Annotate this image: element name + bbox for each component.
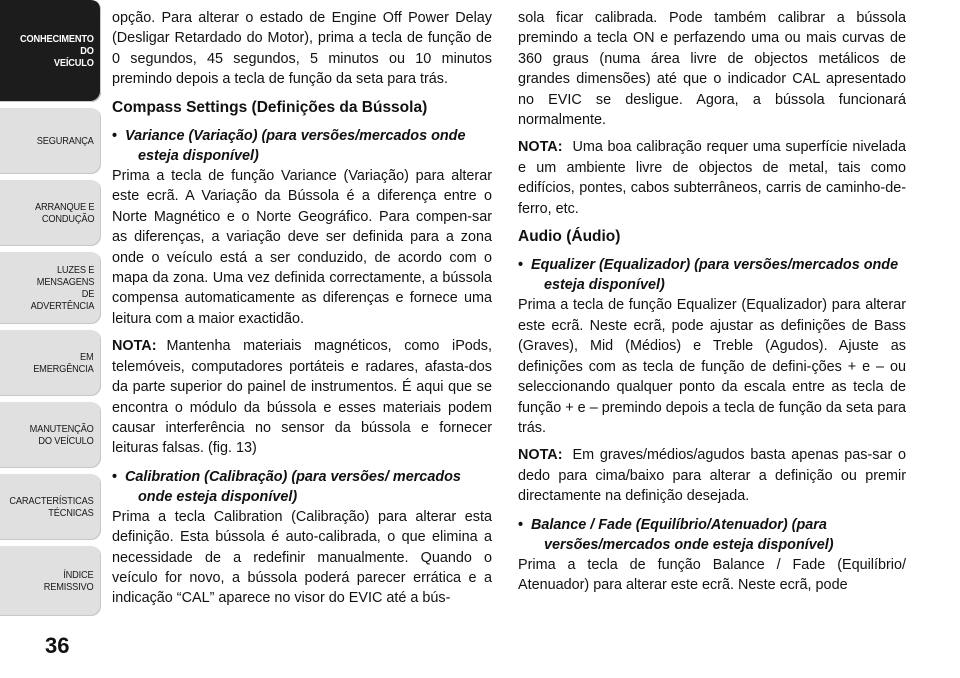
note-calibration-surface (518, 137, 906, 219)
bullet-variance (112, 126, 492, 166)
tab-label: ARRANQUE E CONDUÇÃO (34, 201, 94, 225)
tab-label: EM EMERGÊNCIA (33, 351, 94, 375)
tab-manutencao-do-veiculo[interactable] (0, 402, 101, 468)
bullet-calibration (112, 467, 492, 507)
note-text: Em graves/médios/agudos basta apenas pas-sar o dedo para cima/baixo para alterar a definição ou premir directamente na definição desejada. (518, 447, 906, 505)
paragraph-equalizer: Prima a tecla de função Equalizer (Equalizador) para alterar este ecrã. Neste ecrã, pode ajustar as definições de Bass (Graves), Mid (Médios) e Treble (Agudos). Ajuste as definições com as tecla de função de defini-ções + e – ou seleccionando qualquer ponto da escala entre as tecla de função + e – premindo depois a tecla de função da seta para trás. (518, 297, 906, 436)
left-column (112, 8, 492, 609)
tab-luzes-e-mensagens[interactable] (0, 252, 101, 324)
heading-compass-settings: Compass Settings (Definições da Bússola) (112, 98, 428, 116)
note-text: Mantenha materiais magnéticos, como iPods, telemóveis, computadores portáteis e radares, afasta-dos da parte superior do painel de instrumentos. É aqui que se encontra o módulo da bússola e esses materiais podem causar interferência no sensor da bússola e fornecer leituras falsas. (fig. 13) (112, 338, 492, 457)
bullet-text: Equalizer (Equalizador) (para versões/mercados onde esteja disponível) (531, 257, 899, 294)
tab-label: ÍNDICE REMISSIVO (44, 569, 94, 593)
tab-conhecimento-do-veiculo[interactable] (0, 0, 101, 102)
bullet-text: Variance (Variação) (para versões/mercados onde esteja disponível) (125, 128, 466, 165)
paragraph-balance-fade: Prima a tecla de função Balance / Fade (Equilíbrio/ Atenuador) para alterar este ecrã. Neste ecrã, pode (518, 556, 906, 593)
note-label: NOTA: (112, 338, 157, 355)
bullet-glyph: • (112, 128, 118, 145)
tab-em-emergencia[interactable] (0, 330, 101, 396)
note-label: NOTA: (518, 139, 563, 156)
bullet-glyph: • (112, 468, 118, 485)
bullet-glyph: • (518, 257, 524, 274)
tab-caracteristicas-tecnicas[interactable] (0, 474, 101, 540)
section-sidebar (0, 0, 104, 678)
tab-label: SEGURANÇA (37, 135, 94, 147)
tab-arranque-e-conducao[interactable] (0, 180, 101, 246)
bullet-glyph: • (518, 516, 524, 533)
paragraph-intro: opção. Para alterar o estado de Engine Off Power Delay (Desligar Retardado do Motor), prima a tecla de função de 0 segundos, 45 segundos, 5 minutos ou 10 minutos premindo depois a tecla de função da seta para trás. (112, 10, 492, 88)
note-magnetic-materials (112, 336, 492, 458)
bullet-equalizer (518, 255, 906, 295)
paragraph-calibration: Prima a tecla Calibration (Calibração) para alterar esta definição. Esta bússola é auto-calibrada, o que elimina a necessidade de a redefinir manualmente. Quando o veículo for novo, a bússola poderá parecer errática e a indicação “CAL” aparece no visor do EVIC até a bús- (112, 508, 492, 607)
tab-label: LUZES E MENSAGENS DE ADVERTÊNCIA (30, 264, 94, 312)
note-label: NOTA: (518, 447, 563, 464)
tab-seguranca[interactable] (0, 108, 101, 174)
bullet-text: Balance / Fade (Equilíbrio/Atenuador) (para versões/mercados onde esteja disponível) (531, 516, 834, 553)
page-number: 36 (45, 633, 70, 658)
tab-indice-remissivo[interactable] (0, 546, 101, 616)
tab-label: CARACTERÍSTICAS TÉCNICAS (9, 495, 94, 519)
bullet-balance-fade (518, 515, 906, 555)
tab-label: CONHECIMENTO DO VEÍCULO (20, 33, 94, 69)
note-bass-mid-treble (518, 445, 906, 506)
paragraph-variance: Prima a tecla de função Variance (Variação) para alterar este ecrã. A Variação da Bússola é a diferença entre o Norte Magnético e o Norte Geográfico. Para compen-sar as diferenças, a variação deve ser definida para a zona onde o veículo está a ser conduzido, de acordo com o mapa da zona. Uma vez definida correctamente, a bússola compensa automaticamente as diferenças e fornece uma leitura com a maior exactidão. (112, 168, 492, 327)
tab-label: MANUTENÇÃO DO VEÍCULO (30, 423, 94, 447)
right-column (518, 8, 906, 595)
heading-audio: Audio (Áudio) (518, 228, 621, 246)
paragraph-calibration-cont: sola ficar calibrada. Pode também calibrar a bússola premindo a tecla ON e perfazendo uma ou mais curvas de 360 graus (numa área livre de objectos metálicos de grandes dimensões) até que o indicador CAL apresentado no EVIC se desligue. Agora, a bússola funcionará normalmente. (518, 10, 906, 129)
note-text: Uma boa calibração requer uma superfície nivelada e um ambiente livre de objectos de metal, tais como edifícios, pontes, cabos subterrâneos, carris de caminho-de-ferro, etc. (518, 139, 906, 217)
bullet-text: Calibration (Calibração) (para versões/ mercados onde esteja disponível) (125, 468, 461, 505)
